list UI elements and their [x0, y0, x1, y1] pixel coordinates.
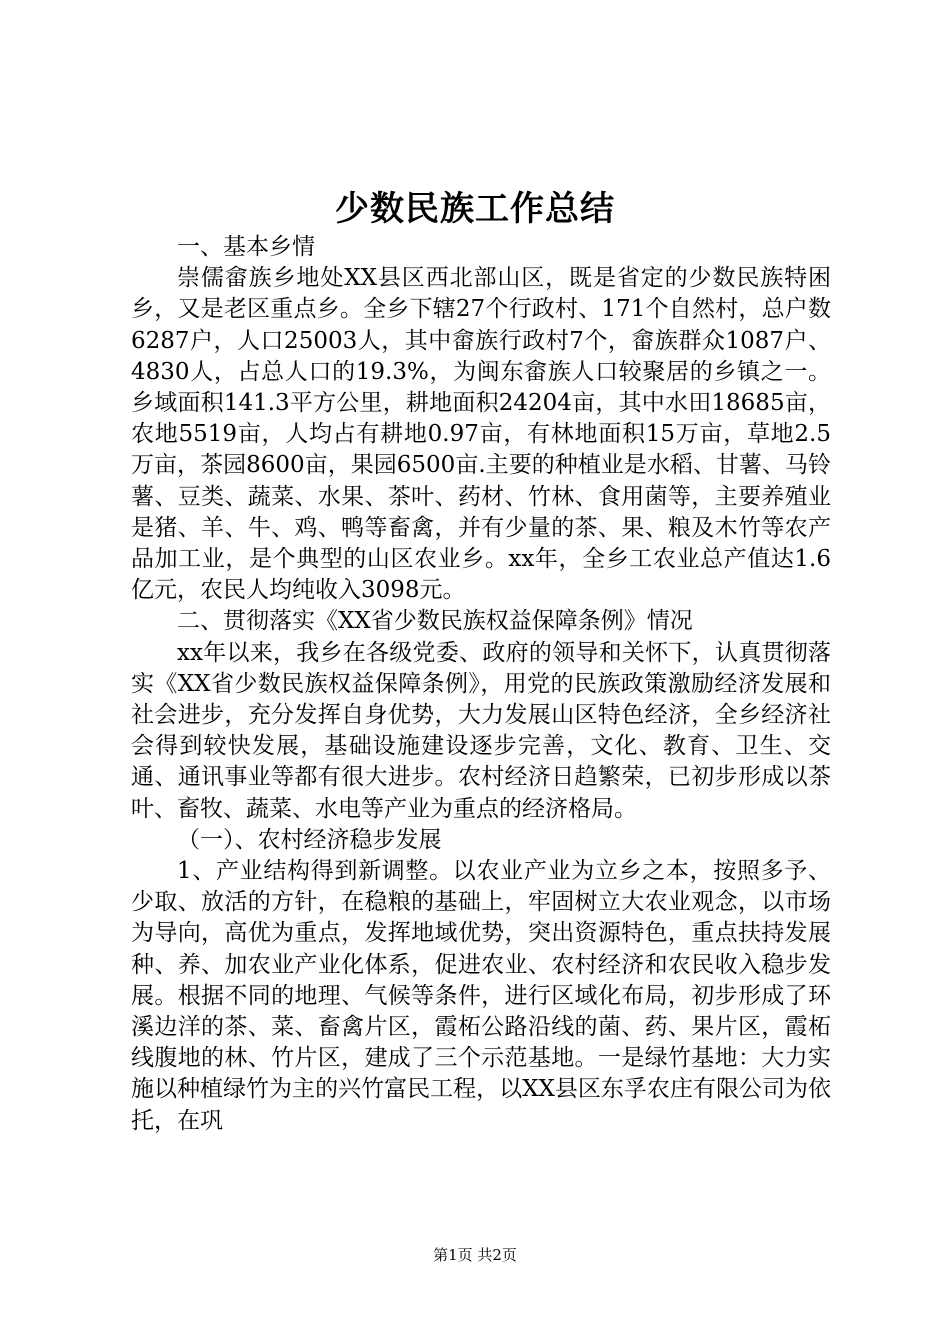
section-heading-basic-info: 一、基本乡情 — [177, 234, 315, 260]
subsection-heading-rural-economy: （一）、农村经济稳步发展 — [177, 826, 442, 853]
paragraph-basic-info: 崇儒畲族乡地处XX县区西北部山区，既是省定的少数民族特困乡，又是老区重点乡。全乡下辖27个行政村、171个自然村，总户数6287户，人口25003人，其中畲族行政村7个，畲族群众1087户、4830人，占总人口的19.3%，为闽东畲族人口较聚居的乡镇之一。乡域面积141.3平方公里，耕地面积24204亩，其中水田18685亩，农地5519亩，人均占有耕地0.97亩，有林地面积15万亩，草地2.5万亩，茶园8600亩，果园6500亩.主要的种植业是水稻、甘薯、马铃薯、豆类、蔬菜、水果、茶叶、药材、竹林、食用菌等，主要养殖业是猪、羊、牛、鸡、鸭等畜禽，并有少量的茶、果、粮及木竹等农产品加工业，是个典型的山区农业乡。xx年，全乡工农业总产值达1.6亿元，农民人均纯收入3098元。 — [131, 265, 831, 604]
section-heading-implementation: 二、贯彻落实《XX省少数民族权益保障条例》情况 — [177, 608, 693, 635]
document-body — [131, 232, 831, 1137]
page-footer: 第1页 共2页 — [433, 1246, 517, 1264]
paragraph-industry-structure: 1、产业结构得到新调整。以农业产业为立乡之本，按照多予、少取、放活的方针，在稳粮的基础上，牢固树立大农业观念，以市场为导向，高优为重点，发挥地域优势，突出资源特色，重点扶持发展种、养、加农业产业化体系，促进农业、农村经济和农民收入稳步发展。根据不同的地理、气候等条件，进行区域化布局，初步形成了环溪边洋的茶、菜、畜禽片区，霞柘公路沿线的菌、药、果片区，霞柘线腹地的林、竹片区，建成了三个示范基地。一是绿竹基地：大力实施以种植绿竹为主的兴竹富民工程，以XX县区东孚农庄有限公司为依托，在巩 — [131, 858, 831, 1134]
paragraph-implementation: xx年以来，我乡在各级党委、政府的领导和关怀下，认真贯彻落实《XX省少数民族权益保障条例》，用党的民族政策激励经济发展和社会进步，充分发挥自身优势，大力发展山区特色经济，全乡经济社会得到较快发展，基础设施建设逐步完善，文化、教育、卫生、交通、通讯事业等都有很大进步。农村经济日趋繁荣，已初步形成以茶叶、畜牧、蔬菜、水电等产业为重点的经济格局。 — [131, 639, 831, 822]
document-title: 少数民族工作总结 — [335, 189, 615, 229]
